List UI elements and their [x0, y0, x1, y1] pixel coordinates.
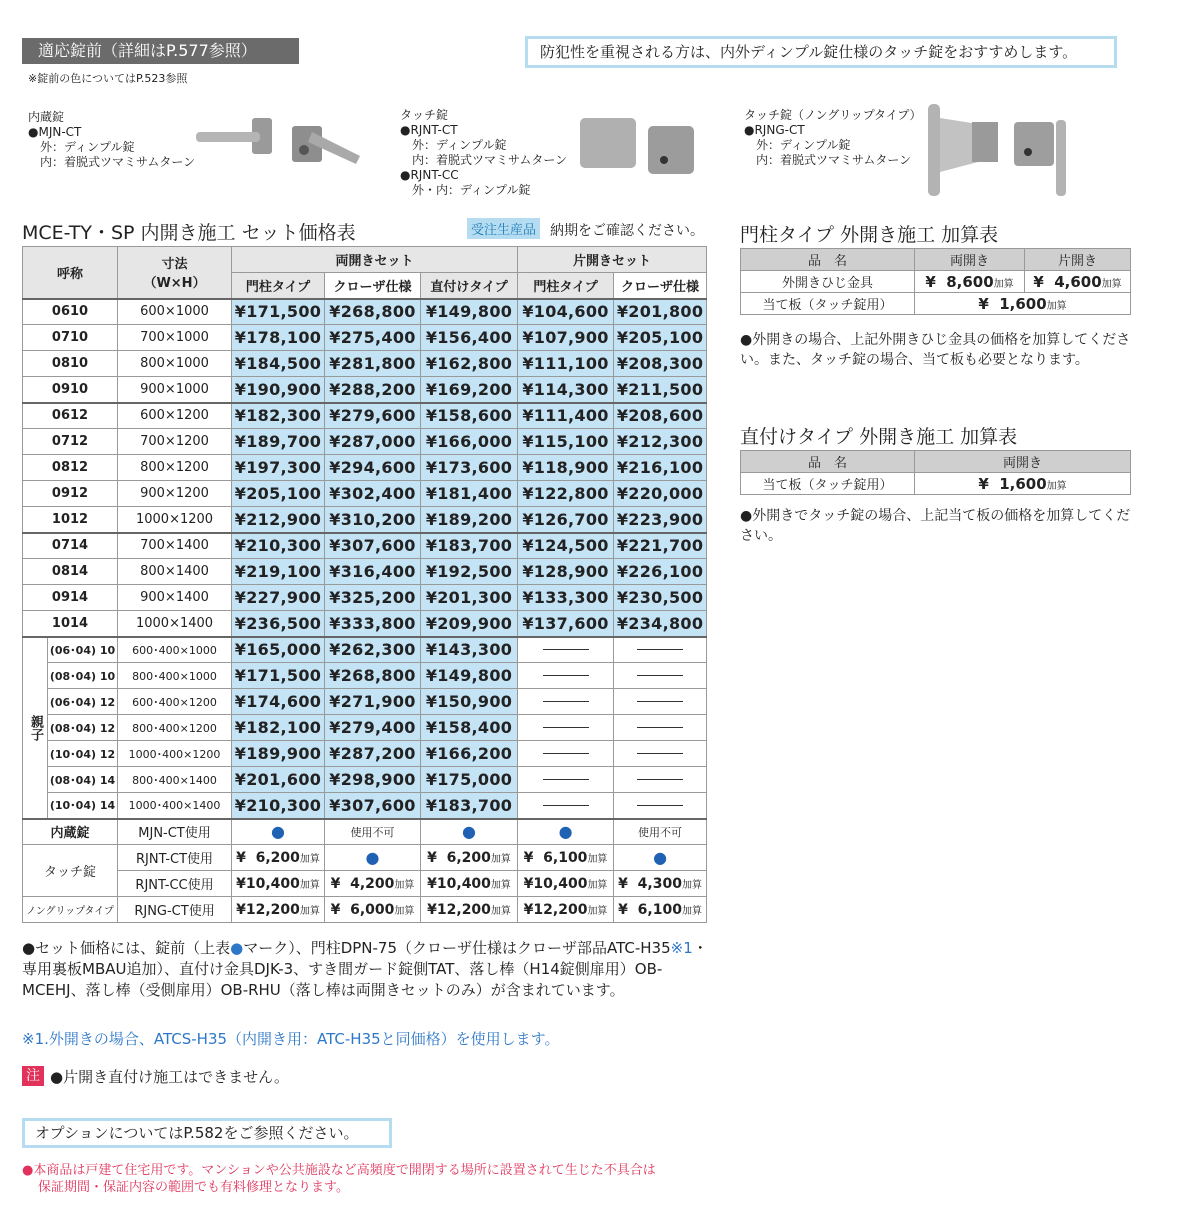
table-row — [23, 689, 707, 715]
price-cell: ¥118,900 — [518, 455, 614, 481]
price-cell: ¥173,600 — [421, 455, 518, 481]
price-cell: ¥268,800 — [325, 663, 421, 689]
model-code: (08･04) 12 — [48, 715, 118, 741]
price-cell: ¥221,700 — [614, 533, 707, 559]
lock-line: 内：着脱式ツマミサムターン — [412, 153, 568, 167]
color-note: ※錠前の色についてはP.523参照 — [28, 72, 188, 85]
price-cell: ¥182,300 — [232, 403, 325, 429]
price-cell: ¥281,800 — [325, 351, 421, 377]
price-cell: ¥236,500 — [232, 611, 325, 637]
table-row — [23, 663, 707, 689]
table-row — [23, 403, 707, 429]
side-table-2-title: 直付けタイプ 外開き施工 加算表 — [740, 426, 1018, 448]
price-cell: ¥197,300 — [232, 455, 325, 481]
not-available: 使用不可 — [325, 819, 421, 845]
price-cell: ¥210,300 — [232, 533, 325, 559]
price-cell: ¥171,500 — [232, 663, 325, 689]
price-cell: ¥298,900 — [325, 767, 421, 793]
price-cell: ¥150,900 — [421, 689, 518, 715]
table-row — [23, 793, 707, 819]
price-cell: ¥114,300 — [518, 377, 614, 403]
addon-price: ¥10,400加算 — [421, 871, 518, 897]
side1-r1-double: ¥ 8,600加算 — [915, 271, 1025, 293]
price-cell: ¥230,500 — [614, 585, 707, 611]
price-cell: ¥262,300 — [325, 637, 421, 663]
size-cell: 900×1400 — [118, 585, 232, 611]
table-row — [23, 611, 707, 637]
addon-price: ¥ 6,100加算 — [518, 845, 614, 871]
price-cell: ¥115,100 — [518, 429, 614, 455]
not-applicable-dash — [614, 689, 707, 715]
price-cell: ¥149,800 — [421, 299, 518, 325]
price-cell: ¥307,600 — [325, 793, 421, 819]
addon-price: ¥ 6,000加算 — [325, 897, 421, 923]
price-cell: ¥201,600 — [232, 767, 325, 793]
header-size: 寸法 （W×H） — [118, 247, 232, 299]
lock-block-nongrip — [744, 108, 921, 168]
not-applicable-dash — [614, 767, 707, 793]
model-code: 0712 — [23, 429, 118, 455]
model-code: 0610 — [23, 299, 118, 325]
price-cell: ¥149,800 — [421, 663, 518, 689]
lock-line: 内：着脱式ツマミサムターン — [756, 153, 912, 167]
model-code: (10･04) 14 — [48, 793, 118, 819]
size-cell: 800×1200 — [118, 455, 232, 481]
size-cell: 800×1400 — [118, 559, 232, 585]
price-cell: ¥189,700 — [232, 429, 325, 455]
lock-line: 外：ディンプル錠 — [412, 138, 507, 152]
model-code: 0710 — [23, 325, 118, 351]
price-cell: ¥234,800 — [614, 611, 707, 637]
price-cell: ¥143,300 — [421, 637, 518, 663]
included-dot-icon: ● — [518, 819, 614, 845]
side-table-2 — [740, 450, 1131, 495]
price-cell: ¥133,300 — [518, 585, 614, 611]
table-row — [23, 429, 707, 455]
price-cell: ¥183,700 — [421, 793, 518, 819]
table-row — [23, 533, 707, 559]
model-code: (08･04) 14 — [48, 767, 118, 793]
model-code: 0714 — [23, 533, 118, 559]
size-cell: 600×1000 — [118, 299, 232, 325]
model-code: 1014 — [23, 611, 118, 637]
price-cell: ¥190,900 — [232, 377, 325, 403]
naizo-label: 内蔵錠 — [23, 819, 118, 845]
price-cell: ¥124,500 — [518, 533, 614, 559]
side2-h-double: 両開き — [915, 451, 1131, 473]
table-row — [23, 481, 707, 507]
price-cell: ¥137,600 — [518, 611, 614, 637]
header-double: 両開きセット — [232, 247, 518, 273]
caution-text: ●片開き直付け施工はできません。 — [50, 1068, 289, 1086]
price-cell: ¥158,400 — [421, 715, 518, 741]
price-cell: ¥325,200 — [325, 585, 421, 611]
side1-r2-val: ¥ 1,600加算 — [915, 293, 1131, 315]
table-row — [23, 377, 707, 403]
size-cell: 1000×1400 — [118, 611, 232, 637]
size-cell: 800･400×1400 — [118, 767, 232, 793]
side1-h-item: 品 名 — [741, 249, 915, 271]
model-code: (10･04) 12 — [48, 741, 118, 767]
price-cell: ¥184,500 — [232, 351, 325, 377]
price-cell: ¥287,200 — [325, 741, 421, 767]
model-code: 0914 — [23, 585, 118, 611]
price-cell: ¥171,500 — [232, 299, 325, 325]
not-applicable-dash — [518, 715, 614, 741]
price-cell: ¥162,800 — [421, 351, 518, 377]
price-cell: ¥156,400 — [421, 325, 518, 351]
table-row — [23, 637, 707, 663]
model-code: (08･04) 10 — [48, 663, 118, 689]
model-code: 1012 — [23, 507, 118, 533]
header-closer: クローザ仕様 — [325, 273, 421, 299]
oyako-label: 親子 — [23, 637, 48, 819]
price-cell: ¥275,400 — [325, 325, 421, 351]
price-cell: ¥175,000 — [421, 767, 518, 793]
caution-badge: 注 — [22, 1066, 44, 1086]
model-code: (06･04) 12 — [48, 689, 118, 715]
table-row — [23, 715, 707, 741]
model-code: 0910 — [23, 377, 118, 403]
lock-line: 内：着脱式ツマミサムターン — [40, 155, 196, 169]
addon-price: ¥ 6,200加算 — [232, 845, 325, 871]
price-cell: ¥205,100 — [232, 481, 325, 507]
table-row — [23, 507, 707, 533]
side1-h-double: 両開き — [915, 249, 1025, 271]
price-cell: ¥212,900 — [232, 507, 325, 533]
size-cell: 1000×1200 — [118, 507, 232, 533]
addon-price: ¥12,200加算 — [232, 897, 325, 923]
header-closer: クローザ仕様 — [614, 273, 707, 299]
mjn-label: MJN-CT使用 — [118, 819, 232, 845]
price-cell: ¥182,100 — [232, 715, 325, 741]
size-cell: 800×1000 — [118, 351, 232, 377]
table-row — [23, 741, 707, 767]
price-cell: ¥189,200 — [421, 507, 518, 533]
side-table-2-note: ●外開きでタッチ錠の場合、上記当て板の価格を加算してください。 — [740, 508, 1131, 544]
warranty-warning: ●本商品は戸建て住宅用です。マンションや公共施設など高頻度で開閉する場所に設置されて生じた不具合は 保証期間・保証内容の範囲でも有料修理となります。 — [22, 1163, 656, 1195]
lock-line: ●MJN-CT — [28, 125, 82, 139]
addon-price: ¥10,400加算 — [518, 871, 614, 897]
lock-title: 内蔵錠 — [28, 110, 65, 124]
side1-r1-single: ¥ 4,600加算 — [1025, 271, 1131, 293]
price-cell: ¥316,400 — [325, 559, 421, 585]
header-single: 片開きセット — [518, 247, 707, 273]
rjng-label: RJNG-CT使用 — [118, 897, 232, 923]
price-cell: ¥268,800 — [325, 299, 421, 325]
price-cell: ¥174,600 — [232, 689, 325, 715]
price-cell: ¥169,200 — [421, 377, 518, 403]
footnote-1: ※1.外開きの場合、ATCS-H35（内開き用：ATC-H35と同価格）を使用します。 — [22, 1030, 560, 1048]
addon-price: ¥ 6,100加算 — [614, 897, 707, 923]
price-cell: ¥122,800 — [518, 481, 614, 507]
included-dot-icon: ● — [614, 845, 707, 871]
size-cell: 800･400×1000 — [118, 663, 232, 689]
price-cell: ¥205,100 — [614, 325, 707, 351]
price-cell: ¥128,900 — [518, 559, 614, 585]
addon-price: ¥ 4,200加算 — [325, 871, 421, 897]
price-cell: ¥201,300 — [421, 585, 518, 611]
size-cell: 700×1000 — [118, 325, 232, 351]
not-applicable-dash — [614, 715, 707, 741]
table-row — [23, 559, 707, 585]
header-direct: 直付けタイプ — [421, 273, 518, 299]
model-code: 0814 — [23, 559, 118, 585]
side-table-1-title: 門柱タイプ 外開き施工 加算表 — [740, 224, 999, 246]
price-cell: ¥166,200 — [421, 741, 518, 767]
nongrip-label: ノングリップタイプ — [23, 897, 118, 923]
section-title: 適応錠前（詳細はP.577参照） — [22, 38, 299, 64]
price-cell: ¥279,600 — [325, 403, 421, 429]
lock-line: 外・内：ディンプル錠 — [412, 183, 531, 197]
made-to-order-note: 納期をご確認ください。 — [550, 223, 704, 239]
made-to-order-badge: 受注生産品 — [467, 218, 540, 239]
set-price-note: ●セット価格には、錠前（上表●マーク）、門柱DPN-75（クローザ仕様はクローザ部品ATC-H35※1・専用裏板MBAU追加）、直付け金具DJK-3、すき間ガード錠側TAT、落し棒（H14錠側扉用）OB-MCEHJ、落し棒（受側扉用）OB-RHU（落し棒は両開きセットのみ）が含まれています。 — [22, 939, 708, 999]
lock-line: ●RJNG-CT — [744, 123, 805, 137]
side2-h-item: 品 名 — [741, 451, 915, 473]
price-cell: ¥111,100 — [518, 351, 614, 377]
not-applicable-dash — [518, 637, 614, 663]
included-dot-icon: ● — [421, 819, 518, 845]
addon-price: ¥12,200加算 — [518, 897, 614, 923]
header-pillar: 門柱タイプ — [232, 273, 325, 299]
size-cell: 700×1400 — [118, 533, 232, 559]
model-code: 0810 — [23, 351, 118, 377]
price-cell: ¥271,900 — [325, 689, 421, 715]
price-cell: ¥126,700 — [518, 507, 614, 533]
addon-price: ¥ 4,300加算 — [614, 871, 707, 897]
size-cell: 1000･400×1200 — [118, 741, 232, 767]
addon-price: ¥10,400加算 — [232, 871, 325, 897]
addon-price: ¥12,200加算 — [421, 897, 518, 923]
lock-block-naizo — [28, 110, 195, 170]
lock-block-touch — [400, 108, 567, 198]
not-applicable-dash — [518, 689, 614, 715]
price-cell: ¥333,800 — [325, 611, 421, 637]
price-cell: ¥223,900 — [614, 507, 707, 533]
size-cell: 900×1000 — [118, 377, 232, 403]
lever-handle-icon — [192, 112, 372, 174]
side2-r1-val: ¥ 1,600加算 — [915, 473, 1131, 495]
lock-line: ●RJNT-CC — [400, 168, 459, 182]
side1-r1-item: 外開きひじ金具 — [741, 271, 915, 293]
touch-label: タッチ錠 — [23, 845, 118, 897]
not-applicable-dash — [614, 637, 707, 663]
side-table-1-note: ●外開きの場合、上記外開きひじ金具の価格を加算してください。また、タッチ錠の場合、当て板も必要となります。 — [740, 332, 1131, 368]
price-cell: ¥208,600 — [614, 403, 707, 429]
price-table — [22, 246, 707, 923]
price-cell: ¥216,100 — [614, 455, 707, 481]
side1-h-single: 片開き — [1025, 249, 1131, 271]
size-cell: 800･400×1200 — [118, 715, 232, 741]
not-applicable-dash — [614, 663, 707, 689]
not-applicable-dash — [518, 741, 614, 767]
table-row — [23, 455, 707, 481]
lock-title: タッチ錠 — [400, 108, 449, 122]
price-cell: ¥310,200 — [325, 507, 421, 533]
table-row — [23, 767, 707, 793]
price-cell: ¥227,900 — [232, 585, 325, 611]
price-cell: ¥288,200 — [325, 377, 421, 403]
model-code: 0612 — [23, 403, 118, 429]
touch-lock-icon — [578, 112, 700, 178]
lock-title: タッチ錠（ノングリップタイプ） — [744, 108, 922, 122]
included-dot-icon: ● — [325, 845, 421, 871]
model-code: 0812 — [23, 455, 118, 481]
table-row — [23, 351, 707, 377]
price-cell: ¥294,600 — [325, 455, 421, 481]
side2-r1-item: 当て板（タッチ錠用） — [741, 473, 915, 495]
option-reference-box: オプションについてはP.582をご参照ください。 — [22, 1118, 392, 1148]
header-pillar: 門柱タイプ — [518, 273, 614, 299]
price-cell: ¥209,900 — [421, 611, 518, 637]
price-cell: ¥192,500 — [421, 559, 518, 585]
price-cell: ¥111,400 — [518, 403, 614, 429]
price-cell: ¥107,900 — [518, 325, 614, 351]
price-cell: ¥226,100 — [614, 559, 707, 585]
price-cell: ¥201,800 — [614, 299, 707, 325]
price-cell: ¥158,600 — [421, 403, 518, 429]
price-cell: ¥219,100 — [232, 559, 325, 585]
price-cell: ¥307,600 — [325, 533, 421, 559]
size-cell: 700×1200 — [118, 429, 232, 455]
price-cell: ¥166,000 — [421, 429, 518, 455]
size-cell: 600×1200 — [118, 403, 232, 429]
rjnt-ct-label: RJNT-CT使用 — [118, 845, 232, 871]
price-cell: ¥181,400 — [421, 481, 518, 507]
table-row — [23, 585, 707, 611]
recommendation-box: 防犯性を重視される方は、内外ディンプル錠仕様のタッチ錠をおすすめします。 — [525, 36, 1117, 68]
price-cell: ¥302,400 — [325, 481, 421, 507]
not-applicable-dash — [518, 767, 614, 793]
size-cell: 1000･400×1400 — [118, 793, 232, 819]
included-dot-icon: ● — [232, 819, 325, 845]
not-applicable-dash — [518, 793, 614, 819]
price-cell: ¥183,700 — [421, 533, 518, 559]
not-applicable-dash — [614, 741, 707, 767]
not-applicable-dash — [518, 663, 614, 689]
lock-line: ●RJNT-CT — [400, 123, 458, 137]
not-applicable-dash — [614, 793, 707, 819]
price-cell: ¥211,500 — [614, 377, 707, 403]
price-cell: ¥178,100 — [232, 325, 325, 351]
side-table-1 — [740, 248, 1131, 315]
price-cell: ¥189,900 — [232, 741, 325, 767]
price-cell: ¥208,300 — [614, 351, 707, 377]
table-row — [23, 325, 707, 351]
main-table-title: MCE-TY・SP 内開き施工 セット価格表 — [22, 222, 356, 244]
table-row — [23, 299, 707, 325]
size-cell: 600･400×1200 — [118, 689, 232, 715]
model-code: (06･04) 10 — [48, 637, 118, 663]
model-code: 0912 — [23, 481, 118, 507]
price-cell: ¥212,300 — [614, 429, 707, 455]
price-cell: ¥104,600 — [518, 299, 614, 325]
price-cell: ¥220,000 — [614, 481, 707, 507]
lock-line: 外：ディンプル錠 — [756, 138, 851, 152]
not-available: 使用不可 — [614, 819, 707, 845]
size-cell: 600･400×1000 — [118, 637, 232, 663]
header-name: 呼称 — [23, 247, 118, 299]
price-cell: ¥287,000 — [325, 429, 421, 455]
lock-line: 外：ディンプル錠 — [40, 140, 135, 154]
nongrip-lock-icon — [922, 100, 1072, 200]
addon-price: ¥ 6,200加算 — [421, 845, 518, 871]
price-cell: ¥210,300 — [232, 793, 325, 819]
size-cell: 900×1200 — [118, 481, 232, 507]
price-cell: ¥279,400 — [325, 715, 421, 741]
price-cell: ¥165,000 — [232, 637, 325, 663]
side1-r2-item: 当て板（タッチ錠用） — [741, 293, 915, 315]
rjnt-cc-label: RJNT-CC使用 — [118, 871, 232, 897]
